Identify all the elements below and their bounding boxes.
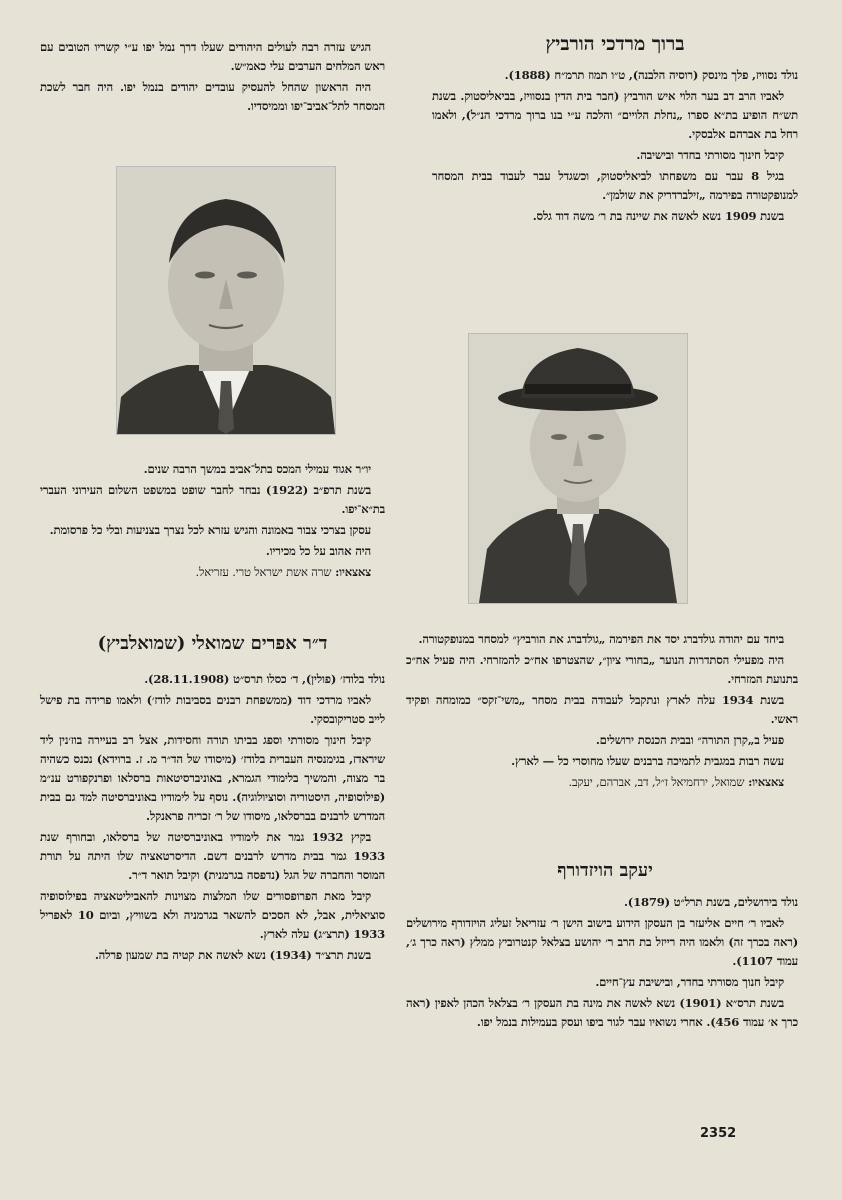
bio-paragraph: לאביו מרדכי דוד (ממשפחת רבנים בסביבות לודז׳) ולאמו פרידה בת פישל לייב סטריקובסקי.: [40, 693, 385, 726]
bio-paragraph: קיבל מאת הפרופסורים שלו המלצות מצוינות להאביליטאציה בפילוסופיה סוציאלית, אבל, לא הסכים להשאר בגרמניה ולא בשוויץ, וביום 10 לאפריל 1933 (תרצ״ג) עלה לארץ.: [40, 889, 385, 941]
bio-paragraph: בקיץ 1932 גמר את לימודיו באוניברסיטה של ברסלאו, ובחורף שנת 1933 גמר בבית מדרש לרבנים דשם. הדיסרטאציה שלו היתה על תורת המוסר והחברה של הגל (נדפסה בגרמנית) וקיבל תואר ד״ר.: [40, 830, 385, 882]
children-label: צאצאיו:: [335, 565, 371, 579]
portrait-image: [117, 167, 335, 434]
bio-paragraph: פעיל ב„קרן התורה״ ובבית הכנסת ירושלים.: [595, 733, 784, 747]
children-label: צאצאיו:: [748, 775, 784, 789]
horowitz-bio-bottom: [406, 630, 798, 794]
children-names: שמואל, ירחמיאל ז״ל, דב, אברהם, יעקב.: [568, 775, 745, 789]
horowitz-portrait-photo: [468, 333, 688, 604]
bio-paragraph: נולד בירושלים, בשנת תרל״ט (1879).: [623, 895, 798, 909]
bio-paragraph: לאביו ר׳ חיים אליעזר בן העסקן הידוע בישוב הישן ר׳ עזריאל זעליג הויזדורף מירושלים (ראה בכרך זה) ולאמו היה רייזל בת הרב ר׳ יהושע בצלאל קנטרוביץ ממלץ (ראה כרך ג׳, עמוד 1107).: [406, 916, 798, 968]
horowitz-bio-top: [432, 66, 798, 228]
bio-paragraph: בשנת 1934 עלה לארץ ונתקבל לעבודה בבית מסחר „משי־זקס״ כמומחה ופקיד ראשי.: [406, 693, 798, 726]
bio-paragraph: היה מפעילי הסתדרות הנוער „בחורי ציון״, שהצטרפו אח״כ להמזרחי. היה פעיל אח״כ בתנועת המזרחי.: [406, 653, 798, 686]
bio-paragraph: נולד בלודז׳ (פולין), ד׳ כסלו תרס״ט (28.11.1908).: [144, 672, 385, 686]
hoizdorf-bio: [406, 893, 798, 1034]
bio-paragraph: בשנת תרצ״ד (1934) נשא לאשה את קטיה בת שמעון פרלה.: [94, 948, 371, 962]
shmueli-bio: [40, 670, 385, 967]
bio-paragraph: היה הראשון שהחל להעסיק עובדים יהודים בנמל יפו. היה חבר לשכת המסחר לתל־אביב־יפו וממיסדיו.: [40, 80, 385, 113]
bio-paragraph: בשנת 1909 נשא לאשה את שיינה בת ר׳ משה דוד גלס.: [532, 209, 784, 223]
bio-paragraph: בגיל 8 עבר עם משפחתו לביאליסטוק, וכשגדל עבר לעבוד בבית המסחר למנופקטורה בפירמה „זילברדריק את שולמן״.: [432, 169, 798, 202]
hoizdorf-title: יעקב הויזדורף: [557, 860, 653, 881]
bio-paragraph: קיבל חינוך מסורתי וספג בביתו תורה וחסידות, אצל רב בעיירה בוז׳נין ליד שיראדז, בגימנסיה העברית בלודז׳ (מיסודו של הד״ר מ. ז. ברוידא) נכנס כשהיה בר מצוה, והמשיך בלימודי הגמרא, באוניברסיטאות ברסלאו ופרנקפורט ענ״מ (פילוסופיה, היסטוריה וסוציולוגיה). נוסף על לימודיו באוניברסיטה למד גם בבית המדרש לרבנים בברסלאו, מיסודו של ר׳ זכריה פראנקל.: [40, 733, 385, 823]
children-line: [406, 773, 798, 792]
bio-paragraph: יו״ר אגוד עמילי המכס בתל־אביב במשך הרבה שנים.: [143, 462, 371, 476]
children-line: [40, 563, 385, 582]
bio-paragraph: בשנת תרפ״ב (1922) נבחר לחבר שופט במשפט השלום העירוני העברי בת״א־יפו.: [40, 483, 385, 516]
bio-paragraph: לאביו הרב דב בער הלוי איש הורביץ (חבר בית הדין בנסוויז, בביאליסטוק. בשנת תש״ח הופיע בת״א ספרו „נחלת הלויים״ והלכה ע״י בנו ברוך מרדכי הנ״ל), ולאמו רחל בת אברהם אלבסקי.: [432, 89, 798, 141]
bio-paragraph: ביחד עם יהודה גולדברג יסד את הפירמה „גולדברג את הורביץ״ למסחר במנופקטורה.: [418, 632, 784, 646]
left-portrait-photo: [116, 166, 336, 435]
bio-paragraph: עסקן בצרכי צבור באמונה והגיש עזרא לכל נצרך בצניעות ובלי כל פרסומת.: [49, 523, 371, 537]
bio-paragraph: היה אהוב על כל מכיריו.: [265, 544, 371, 558]
portrait-image: [469, 334, 687, 603]
horowitz-title: ברוך מרדכי הורביץ: [545, 33, 685, 55]
bio-paragraph: בשנת תרס״א (1901) נשא לאשה את מינה בת העסקן ר׳ בצלאל הכהן לאפין (ראה כרך א׳ עמוד 456). אחרי נשואיו עבר לגור ביפו ועסק בעמילות בנמל יפו.: [406, 996, 798, 1029]
bio-paragraph: נולד נסוויז, פלך מינסק (רוסיה הלבנה), ט״ו תמוז תרמ״ח (1888).: [504, 68, 798, 82]
children-names: שרה אשת ישראל טרי. עזריאל.: [195, 565, 332, 579]
bio-paragraph: הגיש עזרה רבה לעולים היהודים שעלו דרך נמל יפו ע״י קשריו הטובים עם ראש המלחים הערבים עלי כאמ״ש.: [40, 40, 385, 73]
left-bio-bottom: [40, 460, 385, 584]
bio-paragraph: קיבל חנוך מסורתי בחדר, ובישיבת עץ־חיים.: [595, 975, 784, 989]
bio-paragraph: קיבל חינוך מסורתי בחדר ובישיבה.: [636, 148, 784, 162]
left-intro-text: [40, 38, 385, 118]
page-number: 2352: [700, 1126, 737, 1141]
shmueli-title: ד״ר אפרים שמואלי (שמואלביץ): [97, 633, 328, 654]
bio-paragraph: עשה רבות במגבית לתמיכה ברבנים שעלו מחוסרי כל — לארץ.: [511, 754, 784, 768]
